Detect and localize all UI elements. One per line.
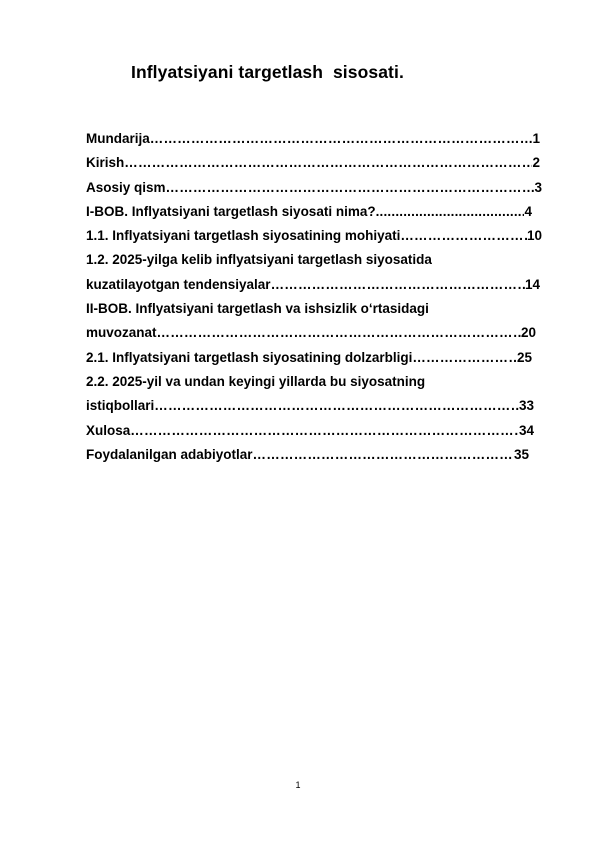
toc-entry-page: 14: [524, 276, 540, 292]
toc-entry-2-2[interactable]: [86, 394, 534, 418]
toc-entry-label: kuzatilayotgan tendensiyalar: [86, 276, 271, 292]
toc-entry-1-1[interactable]: [86, 224, 542, 248]
toc-entry-kirish[interactable]: [86, 151, 540, 175]
toc-dot-leader: [166, 176, 535, 200]
toc-entry-page: 25: [516, 349, 532, 365]
toc-entry-label: Asosiy qism: [86, 179, 166, 195]
toc-dot-leader: [124, 151, 532, 175]
toc-entry-page: 35: [513, 446, 529, 462]
toc-entry-i-bob[interactable]: [86, 200, 532, 224]
toc-entry-mundarija[interactable]: [86, 127, 540, 151]
table-of-contents: [86, 127, 542, 467]
toc-entry-ii-bob-line1[interactable]: [86, 297, 542, 321]
toc-entry-label: 1.1. Inflyatsiyani targetlash siyosatining mohiyati: [86, 228, 401, 244]
toc-entry-page: 20: [520, 325, 536, 341]
document-title: Inflyatsiyani targetlash sisosati.: [131, 62, 404, 82]
toc-entry-page: 1: [532, 131, 540, 146]
toc-entry-page: 34: [518, 422, 534, 438]
toc-dot-leader: [376, 200, 525, 224]
toc-entry-label: I-BOB. Inflyatsiyani targetlash siyosati nima?: [86, 203, 376, 219]
toc-entry-label: 1.2. 2025-yilga kelib inflyatsiyani targetlash siyosatida: [86, 252, 432, 268]
toc-entry-1-2-line1[interactable]: [86, 248, 542, 272]
toc-dot-leader: [271, 273, 525, 297]
toc-dot-leader: [150, 127, 533, 151]
toc-dot-leader: [253, 443, 514, 467]
toc-dot-leader: [154, 394, 519, 418]
toc-entry-label: Kirish: [86, 155, 125, 171]
toc-dot-leader: [400, 224, 527, 248]
toc-entry-label: Xulosa: [86, 422, 131, 438]
toc-entry-ii-bob[interactable]: [86, 321, 536, 345]
toc-entry-label: Foydalanilgan adabiyotlar: [86, 446, 253, 462]
toc-entry-page: 10: [526, 228, 542, 244]
toc-entry-label: istiqbollari: [86, 398, 155, 414]
page-number: 1: [295, 780, 301, 790]
toc-entry-label: 2.1. Inflyatsiyani targetlash siyosatining dolzarbligi: [86, 349, 413, 365]
toc-entry-label: Mundarija: [86, 131, 150, 146]
toc-entry-xulosa[interactable]: [86, 419, 534, 443]
toc-entry-page: 3: [534, 179, 542, 195]
toc-entry-1-2[interactable]: [86, 273, 540, 297]
toc-entry-page: 33: [518, 398, 534, 414]
toc-dot-leader: [412, 346, 517, 370]
toc-entry-asosiy-qism[interactable]: [86, 176, 542, 200]
toc-entry-page: 4: [524, 203, 532, 219]
toc-entry-label: II-BOB. Inflyatsiyani targetlash va ishsizlik o‘rtasidagi: [86, 301, 429, 317]
toc-entry-2-1[interactable]: [86, 346, 532, 370]
toc-dot-leader: [157, 321, 521, 345]
toc-entry-label: muvozanat: [86, 325, 157, 341]
toc-entry-page: 2: [532, 155, 540, 171]
toc-entry-2-2-line1[interactable]: [86, 370, 542, 394]
toc-entry-foydalanilgan-adabiyotlar[interactable]: [86, 443, 529, 467]
toc-dot-leader: [130, 419, 519, 443]
toc-entry-label: 2.2. 2025-yil va undan keyingi yillarda bu siyosatning: [86, 373, 426, 389]
